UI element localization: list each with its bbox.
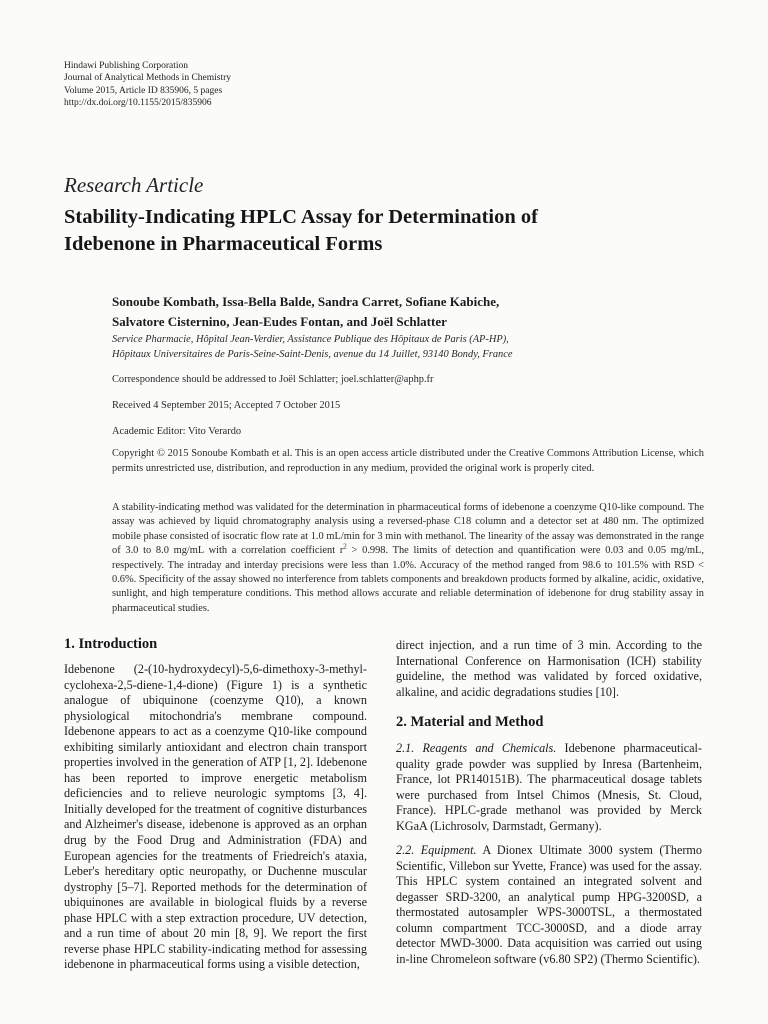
subsection-equipment: [396, 843, 702, 967]
abstract-text: > 0.998. The limits of detection and quantification were 0.03 and 0.05 mg/mL, respectively. The intraday and interday precisions were less than 1.0%. Accuracy of the method ranged from 98.6 to 101.5% with RSD < 0.6%. Specificity of the assay showed no interference from tablets components and breakdown products formed by alkaline, acidic, oxidative, sunlight, and high temperature conditions. This method allows accurate and reliable determination of idebenone for drug stability assay in pharmaceutical studies.: [112, 545, 704, 614]
paragraph: [396, 741, 702, 834]
academic-editor: Academic Editor: Vito Verardo: [112, 426, 242, 437]
title-line: Idebenone in Pharmaceutical Forms: [64, 233, 383, 255]
abstract-text: A stability-indicating method was validated for the determination in pharmaceutical forms of idebenone a coenzyme Q10-like compound. The assay was achieved by liquid chromatography analysis using a reversed-phase C18 column and a detector set at 480 nm. The optimized mobile phase consisted of isocratic flow rate at 1.0 mL/min for 3 min with methanol. The linearity of the assay was demonstrated in the range of 3.0 to 8.0 mg/mL with a correlation coefficient r: [112, 502, 704, 557]
author-list: [112, 292, 712, 332]
paper-title: [64, 204, 684, 258]
affiliation-line: Hôpitaux Universitaires de Paris-Seine-Saint-Denis, avenue du 14 Juillet, 93140 Bondy, France: [112, 349, 513, 360]
author-line: Sonoube Kombath, Issa-Bella Balde, Sandra Carret, Sofiane Kabiche,: [112, 294, 500, 309]
affiliation-line: Service Pharmacie, Hôpital Jean-Verdier, Assistance Publique des Hôpitaux de Paris (AP-HP),: [112, 334, 509, 345]
abstract-superscript: 2: [343, 542, 347, 551]
copyright-notice: Copyright © 2015 Sonoube Kombath et al. This is an open access article distributed under the Creative Commons Attribution License, which permits unrestricted use, distribution, and reproduction in any medium, provided the original work is properly cited.: [112, 448, 704, 474]
paragraph: [396, 843, 702, 967]
author-line: Salvatore Cisternino, Jean-Eudes Fontan, and Joël Schlatter: [112, 314, 447, 329]
paragraph: Idebenone (2-(10-hydroxydecyl)-5,6-dimethoxy-3-methyl-cyclohexa-2,5-diene-1,4-dione) (Figure 1) is a synthetic analogue of ubiquinone (coenzyme Q10), a known physiological mitochondria's membrane compound. Idebenone appears to act as a coenzyme Q10-like compound exhibiting similarly antioxidant and electron chain transport properties involved in the generation of ATP [1, 2]. Idebenone has been reported to improve energetic metabolism deficiencies and to relieve neurologic symptoms [3, 4]. Initially developed for the treatment of cognitive disturbances and Alzheimer's disease, idebenone is approved as an orphan drug by the Food Drug and Administration (FDA) and European agencies for the treatments of Friedreich's ataxia, Leber's hereditary optic neuropathy, or Duchenne muscular dystrophy [5–7]. Reported methods for the determination of ubiquinones are available in biological fluids by a reverse phase HPLC with a step extraction procedure, UV detection, and a run time of about 20 min [8, 9]. We report the first reverse phase HPLC stability-indicating method for assessing idebenone in pharmaceutical forms using a visible detection,: [64, 662, 367, 972]
paragraph: direct injection, and a run time of 3 min. According to the International Conference on Harmonisation (ICH) stability guideline, the method was validated by forced oxidative, alkaline, and acidic degradations studies [10].: [396, 638, 702, 699]
publisher-name: Hindawi Publishing Corporation: [64, 61, 189, 71]
title-line: Stability-Indicating HPLC Assay for Determination of: [64, 206, 538, 228]
journal-name: Journal of Analytical Methods in Chemistry: [64, 73, 232, 84]
affiliation: [112, 332, 512, 362]
volume-info: Volume 2015, Article ID 835906, 5 pages: [64, 85, 223, 96]
introduction-text: [64, 662, 367, 973]
subsection-heading: 2.1. Reagents and Chemicals.: [396, 741, 557, 755]
correspondence: Correspondence should be addressed to Joël Schlatter; joel.schlatter@aphp.fr: [112, 374, 434, 385]
journal-header: [64, 60, 231, 110]
section-heading: 2. Material and Method: [396, 714, 544, 730]
abstract: [112, 501, 704, 616]
introduction-continuation: [396, 638, 702, 700]
doi-link[interactable]: http://dx.doi.org/10.1155/2015/835906: [64, 98, 212, 109]
subsection-text: A Dionex Ultimate 3000 system (Thermo Scientific, Villebon sur Yvette, France) was used for the assay. This HPLC system contained an integrated solvent and degasser SRD-3200, an analytical pump HPG-3200SD, a thermostated autosampler WPS-3000TSL, a thermostated column compartment TCC-3000SD, and a diode array detector MWD-3000. Data acquisition was carried out using in-line Chromeleon software (v6.80 SP2) (Thermo Scientific).: [396, 843, 702, 966]
subsection-heading: 2.2. Equipment.: [396, 843, 477, 857]
section-heading: 1. Introduction: [64, 636, 158, 652]
received-dates: Received 4 September 2015; Accepted 7 October 2015: [112, 400, 341, 411]
subsection-text: Idebenone pharmaceutical-quality grade powder was supplied by Inresa (Bartenheim, France, lot PR140151B). The pharmaceutical dosage tablets were purchased from Intsel Chimos (Mnesis, St. Cloud, France). HPLC-grade methanol was provided by Merck KGaA (Lichrosolv, Darmstadt, Germany).: [396, 741, 702, 833]
article-type: Research Article: [64, 173, 204, 197]
subsection-reagents: [396, 741, 702, 834]
